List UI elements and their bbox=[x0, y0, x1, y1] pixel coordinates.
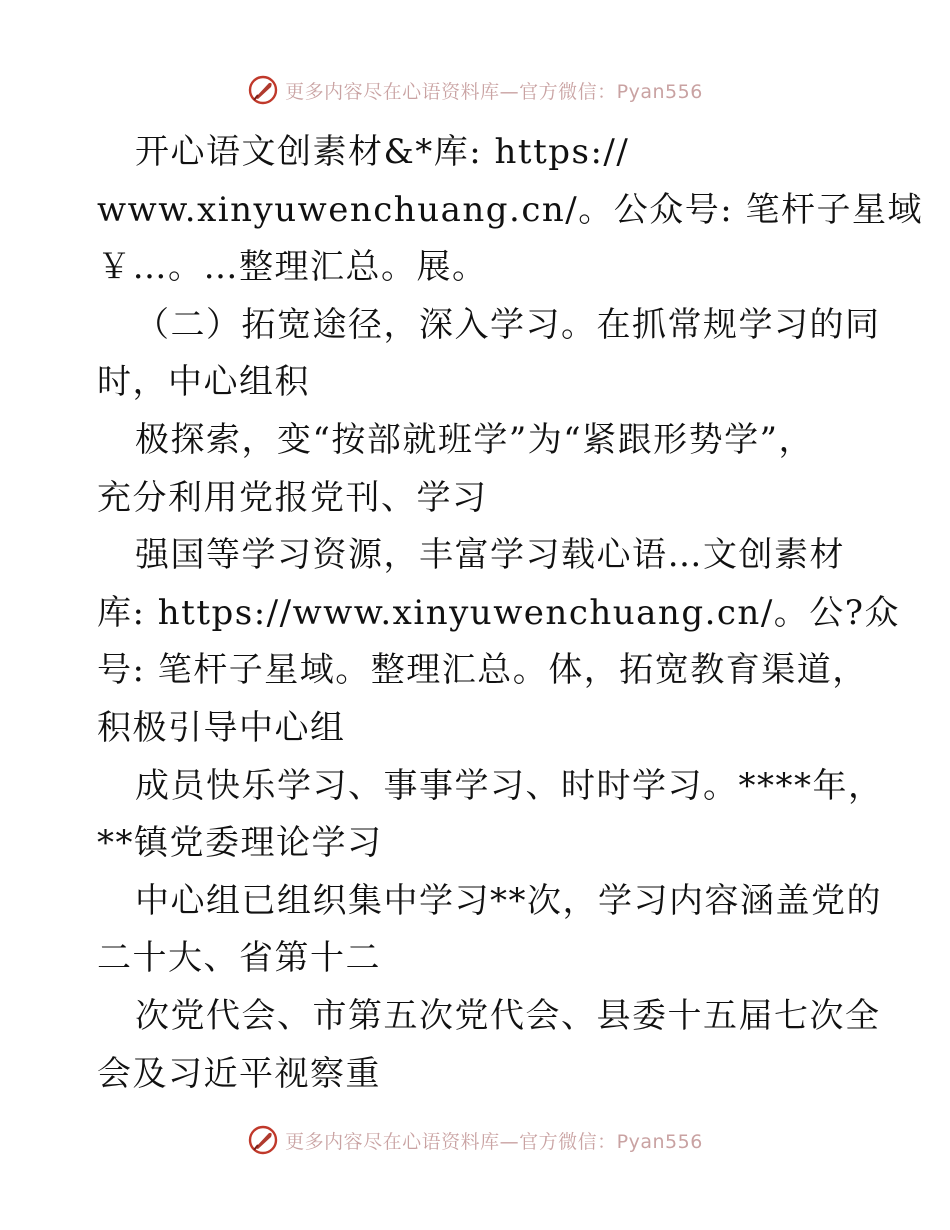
text-line: 积极引导中心组 bbox=[97, 707, 346, 748]
document-body bbox=[97, 124, 923, 1103]
text-line: 会及习近平视察重 bbox=[97, 1053, 381, 1094]
text-line: 强国等学习资源，丰富学习载心语…文创素材 bbox=[135, 535, 845, 576]
text-line: 库: https://www.xinyuwenchuang.cn/。公?众 bbox=[97, 592, 901, 633]
text-line: 极探索，变“按部就班学”为“紧跟形势学”， bbox=[135, 419, 815, 460]
text-line: 成员快乐学习、事事学习、时时学习。****年， bbox=[135, 765, 884, 806]
footer-watermark-banner bbox=[0, 1120, 950, 1160]
text-line: **镇党委理论学习 bbox=[97, 823, 383, 864]
header-watermark-banner bbox=[0, 70, 950, 110]
text-line: 充分利用党报党刊、学习 bbox=[97, 477, 488, 518]
text-line: 中心组已组织集中学习**次，学习内容涵盖党的 bbox=[135, 880, 882, 921]
feather-pen-logo-icon bbox=[247, 1124, 279, 1156]
text-line: 次党代会、市第五次党代会、县委十五届七次全 bbox=[135, 995, 881, 1036]
text-line: 开心语文创素材&*库: https:// bbox=[135, 132, 630, 172]
text-line: www.xinyuwenchuang.cn/。公众号: 笔杆子星域 bbox=[97, 189, 923, 230]
text-line: （二）拓宽途径，深入学习。在抓常规学习的同 bbox=[135, 304, 881, 345]
text-line: 时，中心组积 bbox=[97, 362, 310, 403]
feather-pen-logo-icon bbox=[247, 74, 279, 106]
watermark-text: 更多内容尽在心语资料库—官方微信：Pyan556 bbox=[285, 80, 703, 103]
text-line: ￥…。…整理汇总。展。 bbox=[97, 247, 488, 288]
watermark-text: 更多内容尽在心语资料库—官方微信：Pyan556 bbox=[285, 1130, 703, 1153]
text-line: 号: 笔杆子星域。整理汇总。体，拓宽教育渠道， bbox=[97, 650, 868, 691]
text-line: 二十大、省第十二 bbox=[97, 938, 381, 979]
